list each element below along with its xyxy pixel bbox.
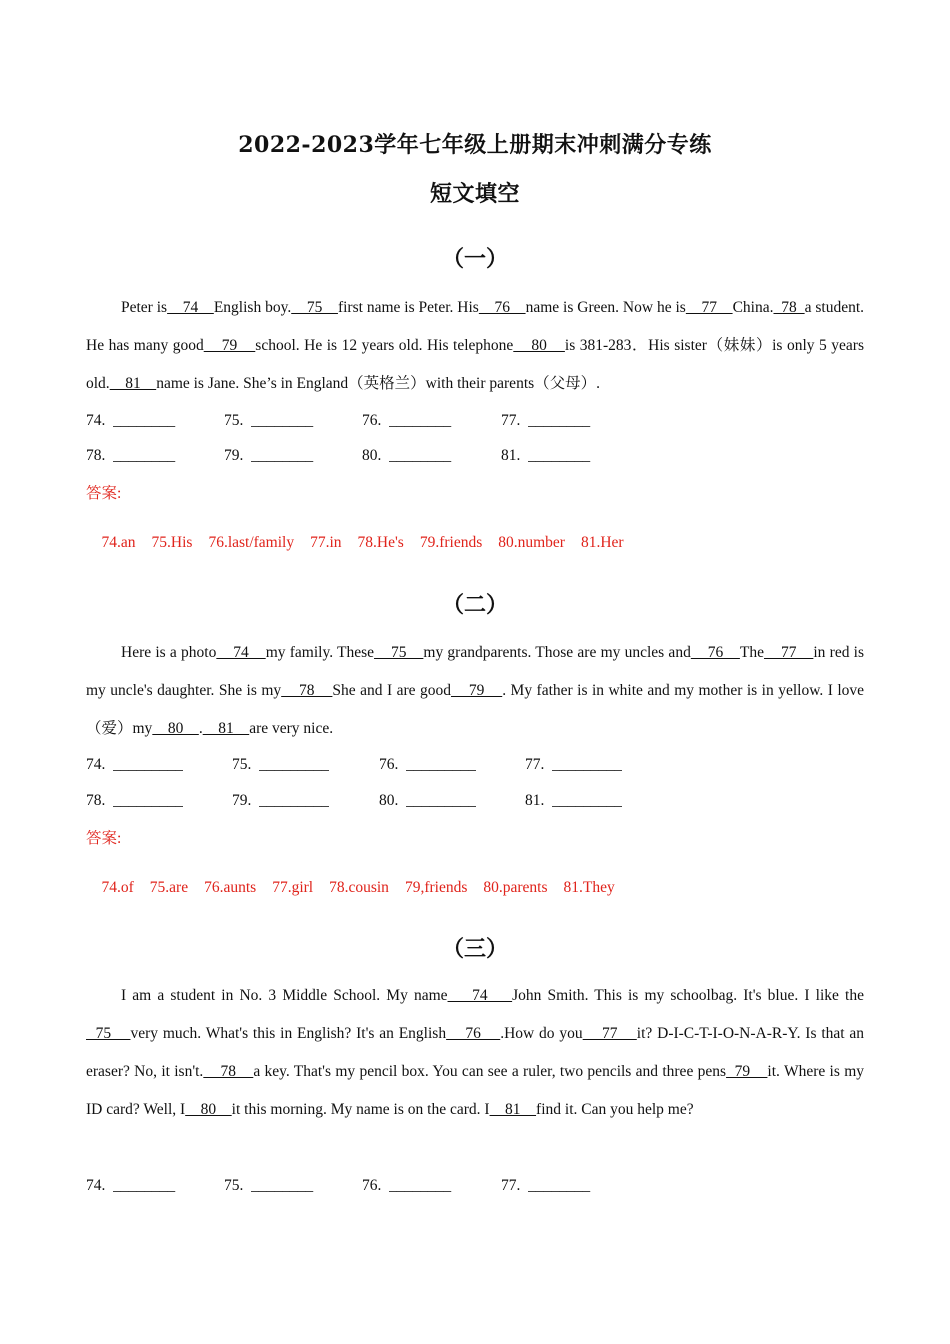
passage-text: name is Green. Now he is: [525, 299, 686, 316]
fill-in-blank: 74: [167, 299, 214, 316]
passage-text: She and I are good: [332, 682, 451, 699]
fill-in-blank: 76: [478, 299, 526, 316]
fill-in-blank: 79: [726, 1063, 768, 1080]
question-78: 78. ________: [86, 447, 176, 464]
document-subtitle: 短文填空: [429, 181, 520, 207]
question-75: 75. ________: [224, 1177, 314, 1194]
question-78: 78. _________: [86, 792, 183, 809]
passage-text: The: [739, 644, 765, 661]
question-77: 77. ________: [501, 1177, 591, 1194]
passage-text: a student. He has many good: [86, 299, 865, 354]
passage-text: my grandparents. Those are my uncles and: [423, 644, 691, 661]
passage-text: Peter is: [121, 299, 168, 316]
document-title: 2022-2023学年七年级上册期末冲刺满分专练: [238, 132, 712, 158]
passage-text: my family. These: [265, 644, 375, 661]
fill-in-blank: 77: [764, 644, 814, 661]
passage-text: English boy.: [213, 299, 292, 316]
question-80: 80. _________: [379, 792, 476, 809]
fill-in-blank: 80: [185, 1101, 232, 1118]
passage-text: first name is Peter. His: [337, 299, 479, 316]
question-76: 76. ________: [362, 1177, 452, 1194]
passage-text: find it. Can you help me?: [536, 1101, 694, 1118]
fill-in-blank: 75: [291, 299, 338, 316]
question-79: 79. _________: [232, 792, 329, 809]
fill-in-blank: 80: [513, 337, 565, 354]
fill-in-blank: 78: [773, 299, 805, 316]
answer-81: 81.They: [563, 879, 615, 896]
question-79: 79. ________: [224, 447, 314, 464]
question-76: 76. _________: [379, 756, 476, 773]
answer-75: 75.are: [149, 879, 189, 896]
question-74: 74. ________: [86, 1177, 176, 1194]
section-1-answer-label: 答案:: [86, 485, 122, 502]
question-75: 75. ________: [224, 412, 314, 429]
section-3-passage: [86, 977, 864, 1129]
section-2-heading: （二）: [441, 592, 508, 618]
passage-text: very much. What's this in English? It's an English: [130, 1025, 447, 1042]
question-81: 81. ________: [501, 447, 591, 464]
passage-text: it this morning. My name is on the card. I: [231, 1101, 490, 1118]
passage-text: . My father is in white and my mother is in yellow. I love（爱）my: [86, 682, 865, 737]
fill-in-blank: 76: [690, 644, 740, 661]
passage-text: a key. That's my pencil box. You can see a ruler, two pencils and three pens: [253, 1063, 727, 1080]
passage-text: China.: [732, 299, 774, 316]
answer-80: 80.parents: [483, 879, 548, 896]
answer-79: 79,friends: [404, 879, 468, 896]
passage-text: John Smith. This is my schoolbag. It's blue. I like the: [512, 987, 864, 1004]
passage-text: name is Jane. She’s in England（英格兰）with their parents（父母）.: [156, 375, 601, 392]
question-74: 74. _________: [86, 756, 183, 773]
section-1-heading: （一）: [441, 246, 508, 272]
fill-in-blank: 81: [489, 1101, 537, 1118]
fill-in-blank: 78: [203, 1063, 254, 1080]
answer-74: 74.an: [101, 534, 136, 551]
question-77: 77. _________: [525, 756, 622, 773]
fill-in-blank: 77: [582, 1025, 637, 1042]
fill-in-blank: 81: [202, 720, 250, 737]
answer-76: 76.last/family: [208, 534, 295, 551]
fill-in-blank: 76: [446, 1025, 501, 1042]
fill-in-blank: 74: [447, 987, 513, 1004]
fill-in-blank: 78: [281, 682, 333, 699]
answer-75: 75.His: [151, 534, 193, 551]
question-75: 75. _________: [232, 756, 329, 773]
section-2-answer-label: 答案:: [86, 830, 122, 847]
passage-text: in red is my uncle's daughter. She is my: [86, 644, 865, 699]
fill-in-blank: 80: [152, 720, 199, 737]
section-2-answers: [86, 861, 631, 915]
passage-text: school. He is 12 years old. His telephone: [255, 337, 514, 354]
passage-text: it. Where is my ID card? Well, I: [86, 1063, 865, 1118]
answer-74: 74.of: [101, 879, 134, 896]
question-80: 80. ________: [362, 447, 452, 464]
fill-in-blank: 77: [685, 299, 733, 316]
fill-in-blank: 81: [109, 375, 157, 392]
question-74: 74. ________: [86, 412, 176, 429]
section-3-heading: （三）: [441, 936, 508, 962]
section-1-passage: [86, 289, 864, 403]
passage-text: is 381-283．His sister（妹妹）is only 5 years old.: [86, 337, 864, 392]
answer-77: 77.in: [310, 534, 342, 551]
passage-text: are very nice.: [249, 720, 334, 737]
fill-in-blank: 79: [450, 682, 503, 699]
passage-text: it? D-I-C-T-I-O-N-A-R-Y. Is that an eraser? No, it isn't.: [86, 1025, 865, 1080]
answer-80: 80.number: [498, 534, 565, 551]
answer-76: 76.aunts: [204, 879, 257, 896]
answer-77: 77.girl: [272, 879, 314, 896]
answer-78: 78.cousin: [329, 879, 389, 896]
fill-in-blank: 75: [86, 1025, 131, 1042]
answer-78: 78.He's: [357, 534, 404, 551]
section-1-answers: [86, 516, 640, 570]
passage-text: .How do you: [500, 1025, 583, 1042]
question-81: 81. _________: [525, 792, 622, 809]
fill-in-blank: 75: [374, 644, 424, 661]
passage-text: Here is a photo: [121, 644, 217, 661]
question-77: 77. ________: [501, 412, 591, 429]
section-2-passage: [86, 634, 864, 748]
question-76: 76. ________: [362, 412, 452, 429]
answer-81: 81.Her: [580, 534, 624, 551]
answer-79: 79.friends: [419, 534, 483, 551]
fill-in-blank: 74: [216, 644, 266, 661]
passage-text: I am a student in No. 3 Middle School. My name: [121, 987, 448, 1004]
fill-in-blank: 79: [203, 337, 256, 354]
passage-text: .: [198, 720, 203, 737]
